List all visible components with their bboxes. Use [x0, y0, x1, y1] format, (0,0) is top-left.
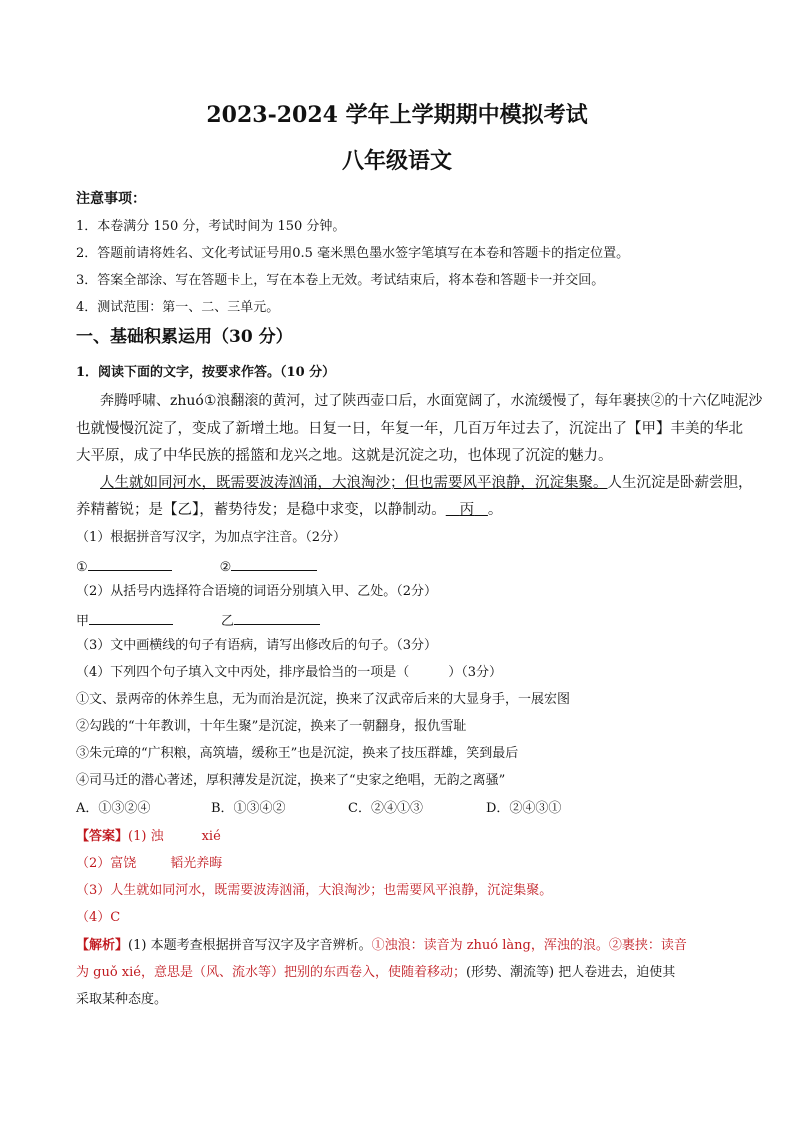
analysis-line-2-black: (形势、潮流等) 把人卷进去，迫使其	[465, 965, 676, 980]
blank-2-label: ②	[219, 560, 232, 575]
analysis-line-1	[76, 937, 736, 955]
passage-line-4	[100, 474, 760, 492]
answer-tag: 【答案】	[76, 829, 129, 844]
choice-b: B．①③④②	[211, 801, 286, 816]
answer-2-first: （2）富饶	[76, 856, 137, 871]
sub-question-2-blanks	[76, 610, 736, 631]
blank-yi-label: 乙	[221, 614, 235, 629]
answer-line-1	[76, 828, 736, 846]
passage-line-5-end: 。	[487, 502, 503, 518]
option-sentence-1: ①文、景两帝的休养生息，无为而治是沉淀，换来了汉武帝后来的大显身手，一展宏图	[76, 692, 571, 707]
section-heading: 一、基础积累运用（30 分）	[76, 327, 293, 347]
sub-question-3: （3）文中画横线的句子有语病，请写出修改后的句子。（3分）	[76, 638, 438, 653]
analysis-line-2-red: 为 guǒ xié，意思是（风、流水等）把别的东西卷入，使随着移动；	[76, 965, 466, 980]
answer-blank-2[interactable]	[231, 556, 317, 571]
answer-1: (1) 浊	[128, 829, 164, 844]
analysis-tag: 【解析】	[76, 938, 129, 953]
analysis-line-1-red: ①浊浪：读音为 zhuó làng，浑浊的浪。②裹挟：读音	[371, 938, 687, 953]
blank-1-label: ①	[76, 560, 88, 575]
option-sentence-4: ④司马迁的潜心著述，厚积薄发是沉淀，换来了“史家之绝唱，无韵之离骚”	[76, 773, 506, 788]
answer-line-2	[76, 855, 736, 873]
underlined-sentence: 人生就如同河水，既需要波涛汹涌，大浪淘沙；但也需要风平浪静，沉淀集聚。	[100, 475, 608, 491]
answer-line-3: （3）人生就如同河水，既需要波涛汹涌，大浪淘沙；也需要风平浪静，沉淀集聚。	[76, 883, 553, 898]
notice-item-3: 3．答案全部涂、写在答题卡上，写在本卷上无效。考试结束后，将本卷和答题卡一并交回。	[76, 273, 605, 288]
choice-d: D．②④③①	[486, 801, 562, 816]
analysis-line-2	[76, 964, 736, 982]
sub-question-4: （4）下列四个句子填入文中丙处，排序最恰当的一项是（ ）（3分）	[76, 665, 503, 680]
answer-blank-1[interactable]	[88, 556, 172, 571]
sub-question-1-blanks	[76, 556, 736, 577]
passage-line-2: 也就慢慢沉淀了，变成了新增土地。日复一日，年复一年，几百万年过去了，沉淀出了【甲】丰美的华北	[76, 421, 743, 437]
passage-line-4-rest: 人生沉淀是卧薪尝胆，	[607, 475, 753, 491]
blank-bing	[446, 502, 488, 518]
option-sentence-2: ②勾践的“十年教训，十年生聚”是沉淀，换来了一朝翻身，报仇雪耻	[76, 719, 467, 734]
answer-2-second: 韬光养晦	[170, 856, 223, 871]
sub-question-2: （2）从括号内选择符合语境的词语分别填入甲、乙处。（2分）	[76, 584, 438, 599]
notice-heading: 注意事项：	[76, 191, 146, 207]
answer-blank-jia[interactable]	[89, 610, 173, 625]
passage-line-1: 奔腾呼啸、zhuó①浪翻滚的黄河，过了陕西壶口后，水面宽阔了，水流缓慢了，每年裹挟②的十六亿吨泥沙	[100, 393, 763, 409]
notice-item-4: 4．测试范围：第一、二、三单元。	[76, 300, 280, 315]
sub-question-1: （1）根据拼音写汉字，为加点字注音。（2分）	[76, 530, 347, 545]
exam-subtitle: 八年级语文	[341, 148, 452, 174]
answer-blank-yi[interactable]	[234, 610, 320, 625]
answer-1-pinyin: xié	[201, 829, 221, 844]
analysis-line-3: 采取某种态度。	[76, 992, 168, 1007]
analysis-line-1-black: (1) 本题考查根据拼音写汉字及字音辨析。	[128, 938, 372, 953]
question-1-prompt: 1．阅读下面的文字，按要求作答。（10 分）	[76, 365, 336, 380]
answer-line-4: （4）C	[76, 910, 121, 925]
choice-a: A．①③②④	[76, 801, 151, 816]
exam-title: 2023-2024 学年上学期期中模拟考试	[206, 102, 588, 128]
option-sentence-3: ③朱元璋的“广积粮，高筑墙，缓称王”也是沉淀，换来了技压群雄，笑到最后	[76, 746, 519, 761]
blank-bing-label: 丙	[459, 502, 475, 518]
choice-c: C．②④①③	[348, 801, 423, 816]
passage-line-5-text: 养精蓄锐；是【乙】，蓄势待发；是稳中求变，以静制动。	[76, 502, 446, 518]
passage-line-5	[76, 501, 736, 519]
notice-item-2: 2．答题前请将姓名、文化考试证号用0.5 毫米黑色墨水签字笔填写在本卷和答题卡的指定位置。	[76, 246, 630, 261]
passage-line-3: 大平原，成了中华民族的摇篮和龙兴之地。这就是沉淀之功，也体现了沉淀的魅力。	[76, 448, 613, 464]
blank-jia-label: 甲	[76, 614, 90, 629]
notice-item-1: 1．本卷满分 150 分，考试时间为 150 分钟。	[76, 219, 346, 234]
